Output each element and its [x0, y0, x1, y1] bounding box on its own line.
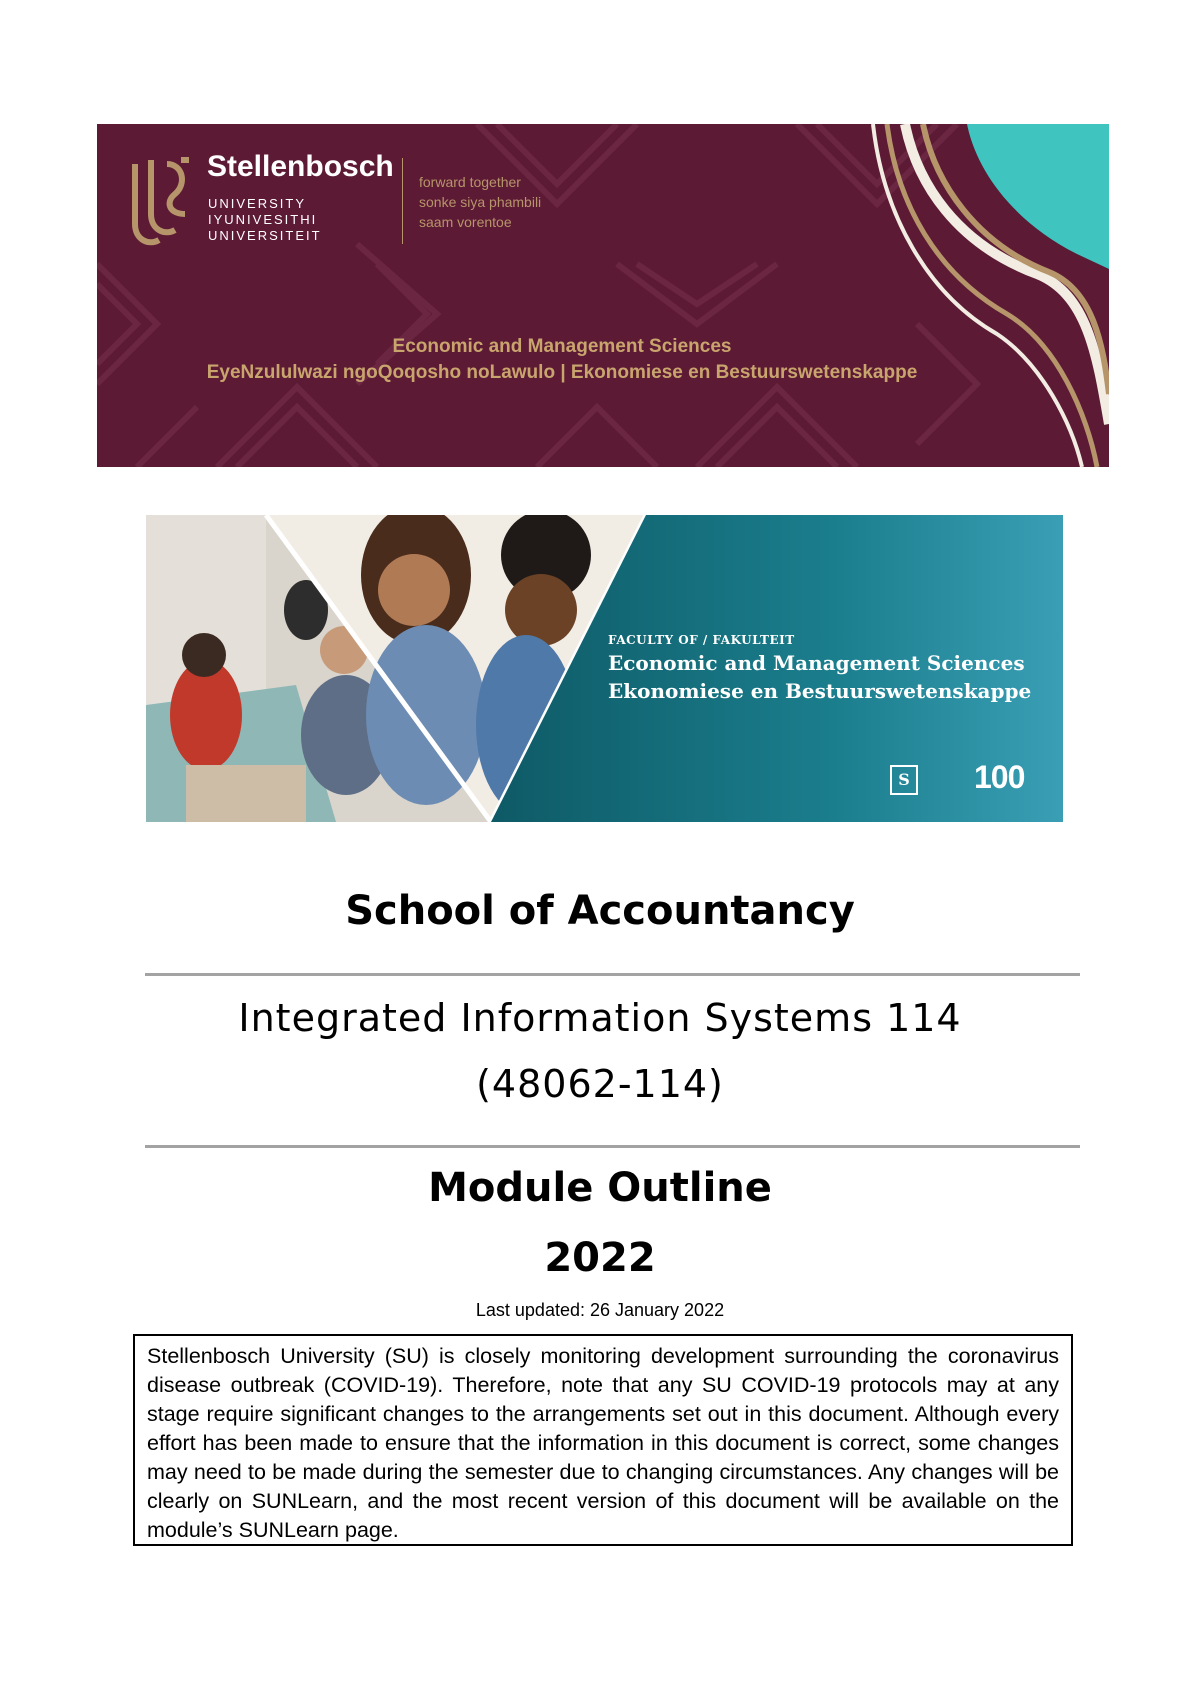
centenary-mark: 100: [974, 759, 1025, 795]
covid-notice-text: Stellenbosch University (SU) is closely monitoring development surrounding the coronavirus disease outbreak (COVID-19). Therefore, note that any SU COVID-19 protocols may at any stage require significant changes to the arrangements set out in this document. Although every effort has been made to ensure that the information in this document is correct, some changes may need to be made during the semester due to changing circumstances. Any changes will be clearly on SUNLearn, and the most recent version of this document will be available on the module’s SUNLearn page.: [147, 1344, 1059, 1542]
last-updated: Last updated: 26 January 2022: [475, 1300, 725, 1320]
motto-line-english: forward together: [419, 174, 521, 190]
brand-line-english: UNIVERSITY: [208, 196, 307, 211]
divider-top: [145, 973, 1080, 976]
motto-line-xhosa: sonke siya phambili: [419, 194, 542, 210]
faculty-name-af: Ekonomiese en Bestuurswetenskappe: [608, 679, 1032, 703]
brand-line-afrikaans: UNIVERSITEIT: [208, 228, 322, 243]
course-code: (48062-114): [476, 1062, 724, 1106]
divider-bottom: [145, 1145, 1080, 1148]
covid-notice-box: [133, 1334, 1073, 1546]
faculty-name-english: Economic and Management Sciences: [392, 336, 732, 357]
brand-lines: [208, 196, 322, 244]
logo-divider: [402, 158, 403, 244]
university-banner: [97, 124, 1109, 467]
document-type: Module Outline: [428, 1165, 772, 1211]
su-logo-icon: S: [890, 765, 918, 795]
stellenbosch-logo-icon: [125, 154, 195, 250]
faculty-of-label: FACULTY OF / FAKULTEIT: [608, 633, 795, 647]
course-title: Integrated Information Systems 114: [238, 996, 962, 1040]
school-title: School of Accountancy: [345, 888, 855, 934]
document-year: 2022: [544, 1235, 656, 1281]
faculty-name-en: Economic and Management Sciences: [608, 651, 1025, 675]
brand-line-xhosa: IYUNIVESITHI: [208, 212, 318, 227]
motto-line-afrikaans: saam vorentoe: [419, 214, 512, 230]
motto: [419, 172, 541, 232]
faculty-banner: [146, 515, 1063, 822]
brand-name: Stellenbosch: [207, 150, 394, 183]
faculty-name-multilingual: EyeNzululwazi ngoQoqosho noLawulo | Ekonomiese en Bestuurswetenskappe: [206, 362, 918, 383]
